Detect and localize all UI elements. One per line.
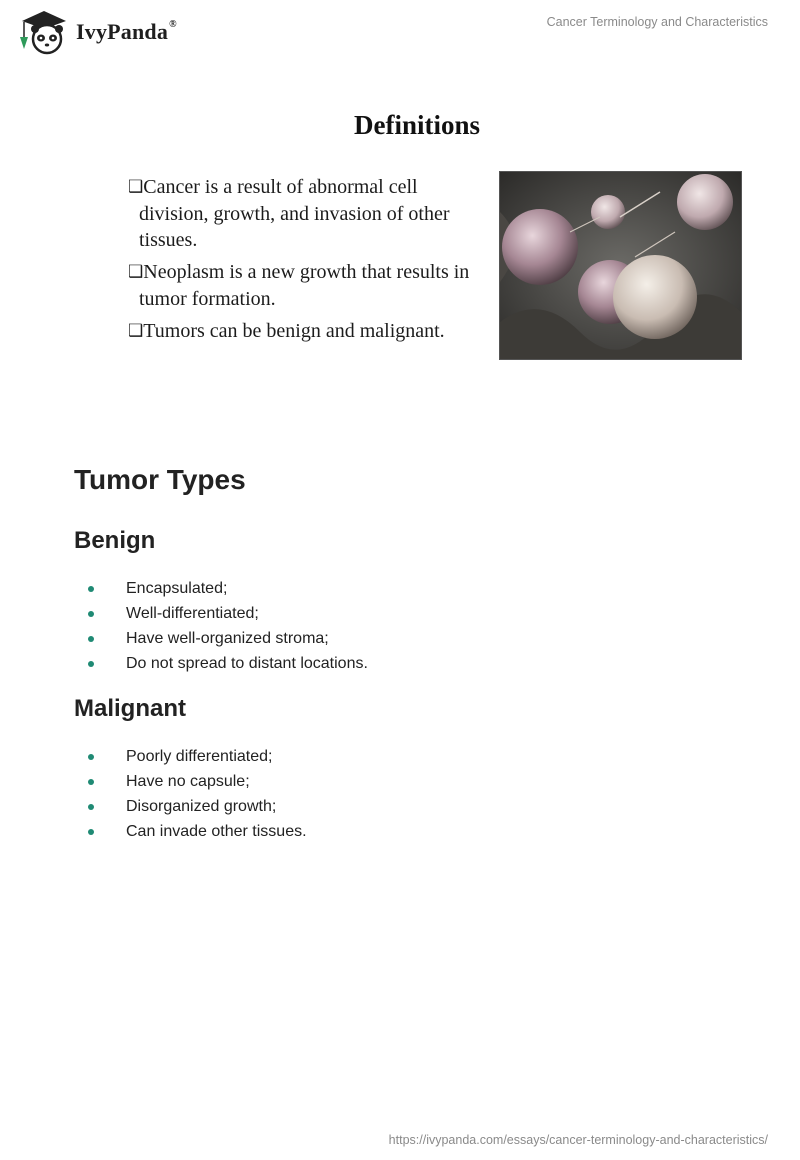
bullet-dot-icon xyxy=(88,804,94,810)
list-item: Well-differentiated; xyxy=(88,601,368,626)
box-bullet-icon: ❑ xyxy=(128,177,144,196)
list-item: Do not spread to distant locations. xyxy=(88,651,368,676)
cancer-cells-image xyxy=(499,171,742,360)
definition-item: ❑Neoplasm is a new growth that results in tumor formation. xyxy=(128,261,470,310)
brand-name: IvyPanda® xyxy=(76,18,177,44)
definitions-list xyxy=(128,174,488,351)
source-url-link[interactable]: https://ivypanda.com/essays/cancer-terminology-and-characteristics/ xyxy=(388,1133,768,1147)
list-item: Can invade other tissues. xyxy=(88,819,307,844)
bullet-dot-icon xyxy=(88,661,94,667)
bullet-dot-icon xyxy=(88,586,94,592)
section-heading-tumor-types: Tumor Types xyxy=(74,464,246,495)
list-item: Poorly differentiated; xyxy=(88,744,307,769)
box-bullet-icon: ❑ xyxy=(128,321,144,340)
bullet-dot-icon xyxy=(88,829,94,835)
list-item: Encapsulated; xyxy=(88,576,368,601)
panda-graduate-icon xyxy=(16,9,74,55)
definition-item: ❑Tumors can be benign and malignant. xyxy=(128,320,445,342)
definitions-slide xyxy=(0,100,800,400)
bullet-dot-icon xyxy=(88,754,94,760)
definition-item: ❑Cancer is a result of abnormal cell division, growth, and invasion of other tissues. xyxy=(128,176,450,251)
bullet-dot-icon xyxy=(88,779,94,785)
list-item: Have well-organized stroma; xyxy=(88,626,368,651)
subheading-malignant: Malignant xyxy=(74,695,186,722)
box-bullet-icon: ❑ xyxy=(128,262,144,281)
bullet-dot-icon xyxy=(88,636,94,642)
benign-list xyxy=(88,576,368,676)
list-item: Disorganized growth; xyxy=(88,794,307,819)
subheading-benign: Benign xyxy=(74,527,156,554)
document-title: Cancer Terminology and Characteristics xyxy=(546,15,768,29)
brand-logo[interactable] xyxy=(16,9,177,55)
bullet-dot-icon xyxy=(88,611,94,617)
malignant-list xyxy=(88,744,307,844)
slide-title: Definitions xyxy=(353,110,480,140)
list-item: Have no capsule; xyxy=(88,769,307,794)
